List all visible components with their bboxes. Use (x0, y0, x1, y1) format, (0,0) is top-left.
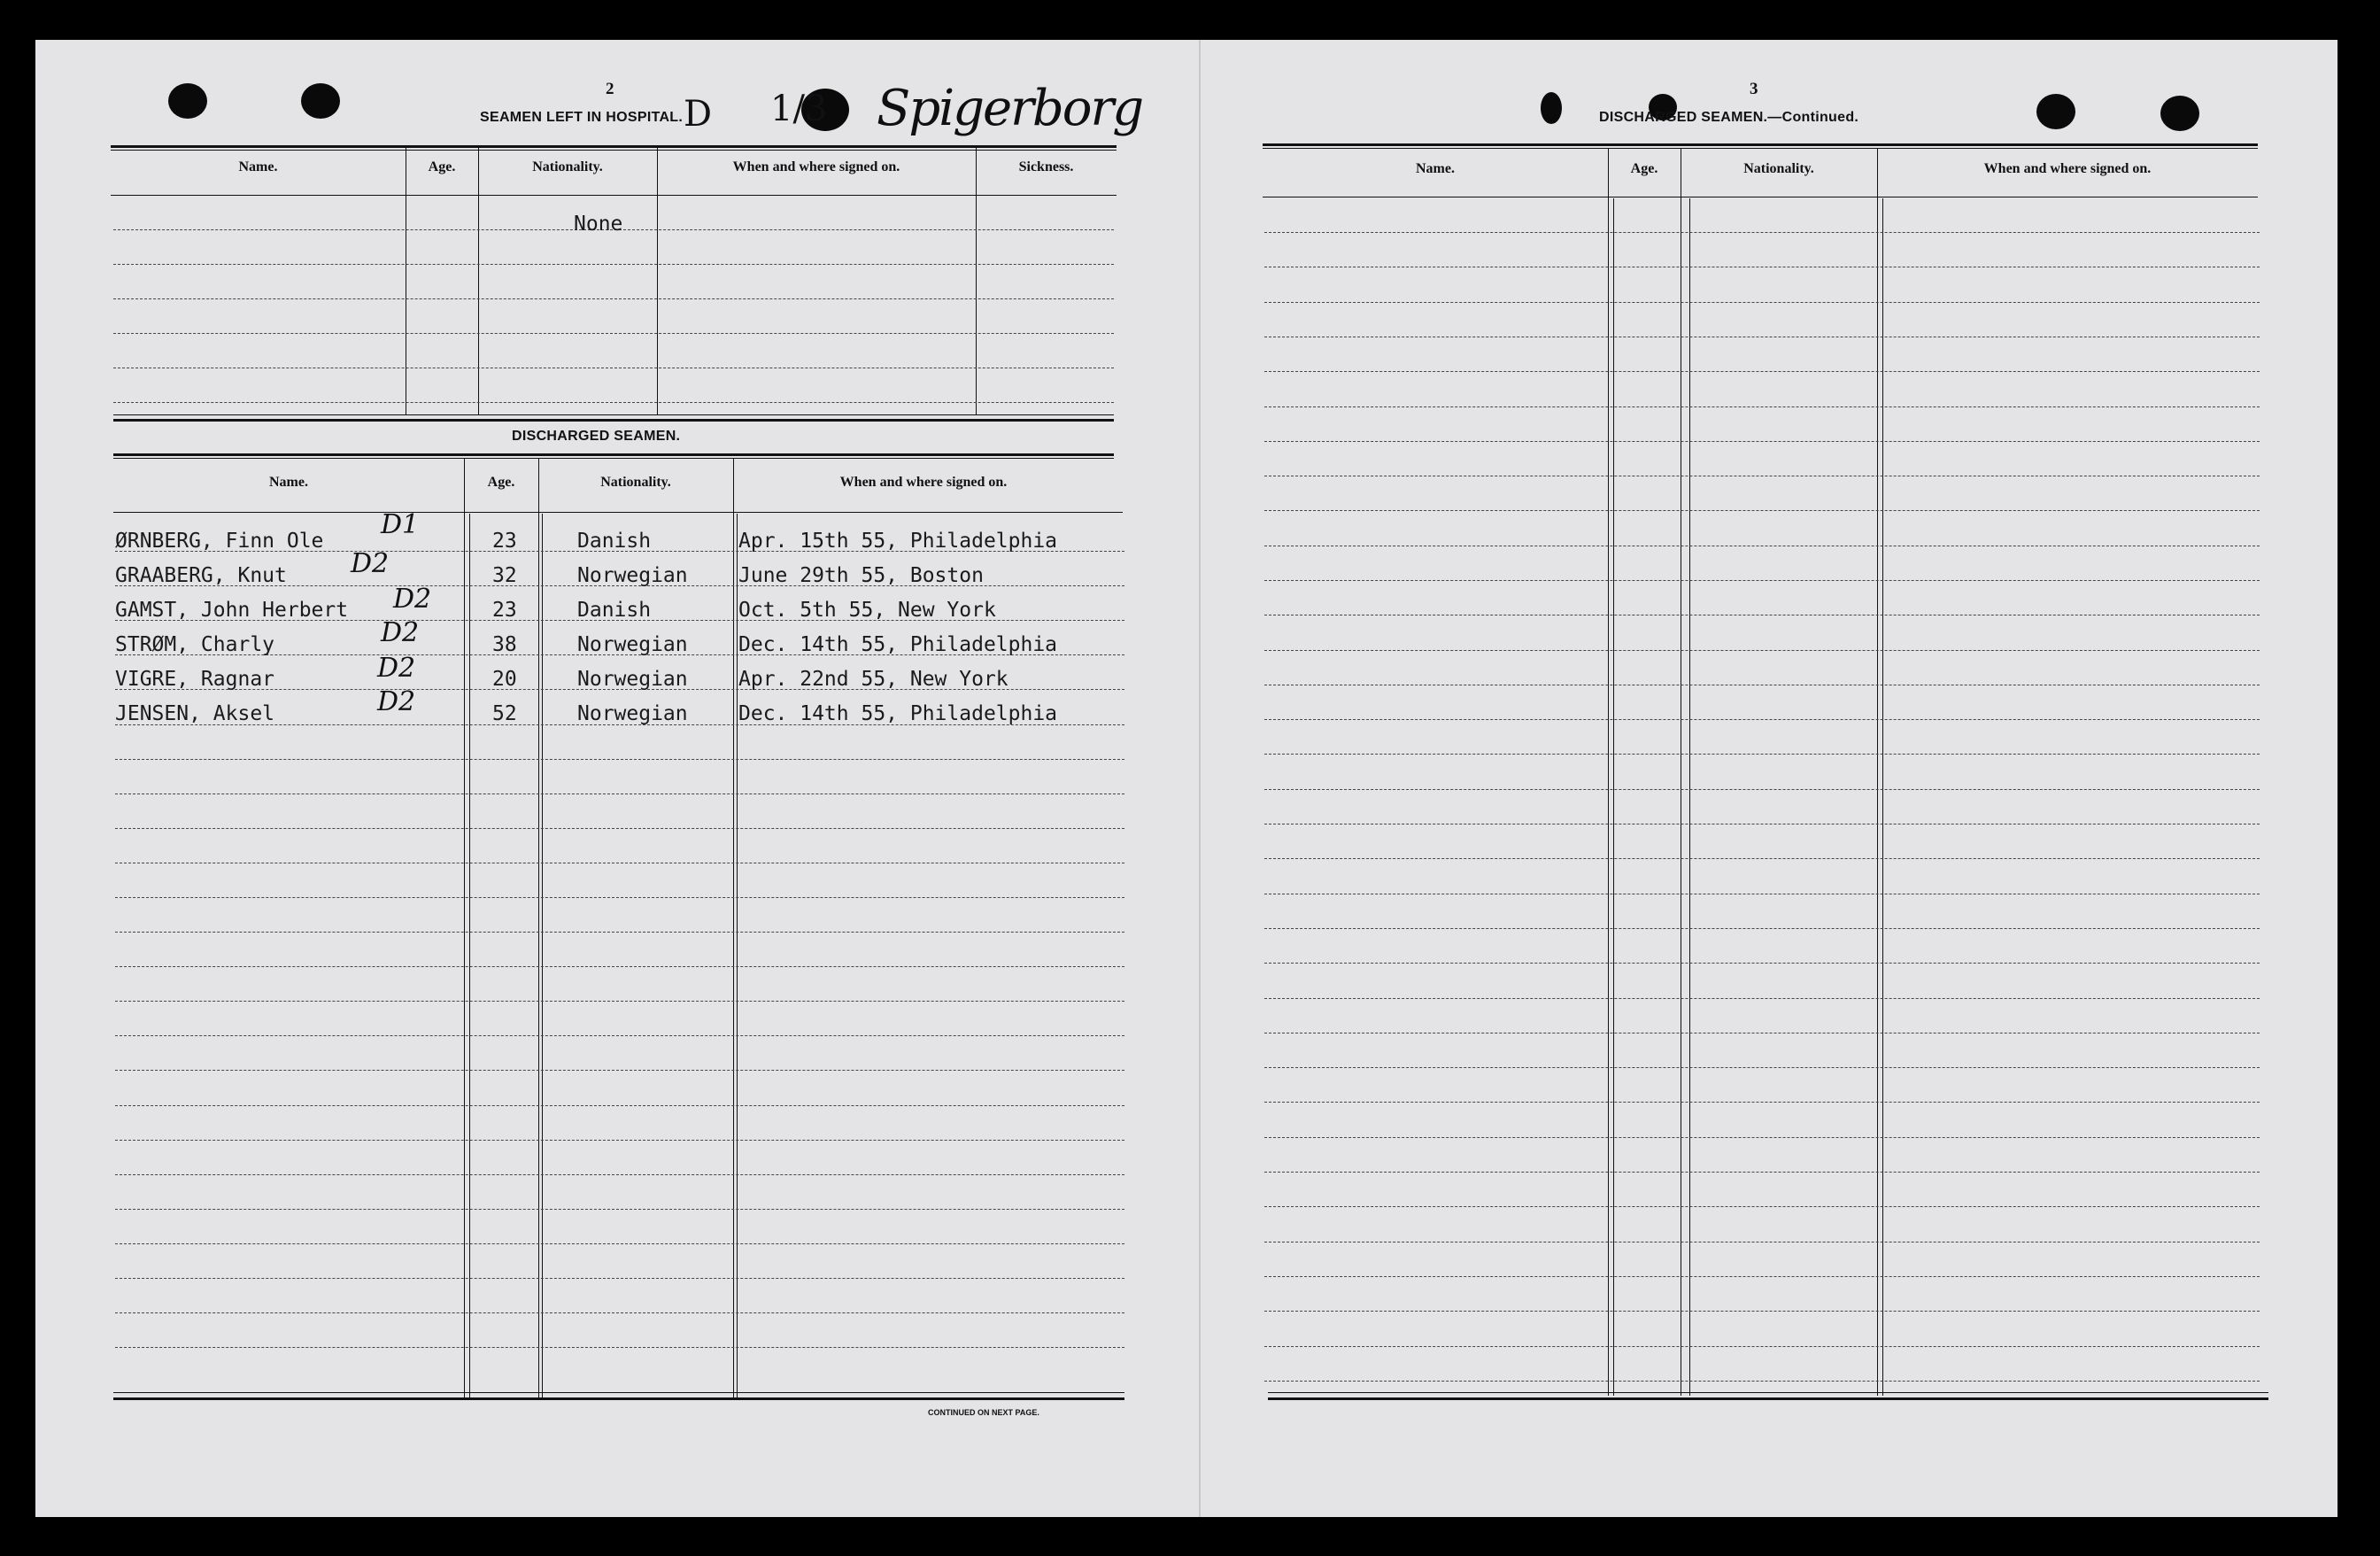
ruled-line (1264, 232, 2260, 233)
ruled-line (1264, 1311, 2260, 1312)
col-header-nationality: Nationality. (532, 159, 603, 174)
seaman-name: ØRNBERG, Finn Ole (115, 530, 324, 553)
seaman-signed-on: Apr. 22nd 55, New York (738, 668, 1008, 691)
hospital-entry: None (574, 213, 623, 236)
ruled-line (1264, 1102, 2260, 1103)
ruled-line (1264, 1276, 2260, 1277)
col-header-nationality: Nationality. (1743, 161, 1814, 176)
seaman-nationality: Norwegian (577, 702, 688, 725)
table-rule (1268, 1397, 2268, 1400)
ruled-line (113, 333, 1114, 334)
col-header-name: Name. (269, 475, 308, 490)
col-header-age: Age. (428, 159, 456, 174)
ruled-line (115, 759, 1124, 760)
signature: Spigerborg (877, 80, 1143, 137)
ruled-line (115, 1243, 1124, 1244)
table-rule (111, 150, 1117, 151)
table-rule (113, 1392, 1124, 1393)
ruled-line (115, 1001, 1124, 1002)
punch-hole (2160, 96, 2199, 131)
seaman-signed-on: Apr. 15th 55, Philadelphia (738, 530, 1058, 553)
handwritten-mark: D (684, 94, 713, 135)
seaman-signed-on: Oct. 5th 55, New York (738, 599, 996, 622)
column-divider (464, 459, 465, 1397)
seaman-nationality: Danish (577, 599, 652, 622)
page-fold (1199, 40, 1201, 1517)
column-divider (1882, 198, 1883, 1396)
seaman-nationality: Norwegian (577, 633, 688, 656)
col-header-name: Name. (238, 159, 278, 174)
column-divider (657, 147, 658, 414)
column-divider (542, 514, 543, 1397)
handwritten-mark: D2 (351, 548, 390, 579)
seaman-signed-on: Dec. 14th 55, Philadelphia (738, 702, 1058, 725)
ruled-line (1264, 963, 2260, 964)
ruled-line (1264, 858, 2260, 859)
handwritten-fraction: 1/3 (770, 89, 828, 129)
handwritten-mark: D1 (381, 509, 420, 540)
seaman-name: VIGRE, Ragnar (115, 668, 275, 691)
punch-hole (168, 83, 207, 119)
ruled-line (115, 1278, 1124, 1279)
ruled-line (113, 264, 1114, 265)
table-rule (111, 145, 1117, 148)
seaman-age: 52 (492, 702, 517, 725)
table-rule (1268, 1392, 2268, 1393)
column-divider (737, 514, 738, 1397)
ruled-line (1264, 650, 2260, 651)
seaman-age: 23 (492, 599, 517, 622)
ruled-line (1264, 789, 2260, 790)
handwritten-mark: D2 (381, 617, 420, 648)
ruled-line (115, 1312, 1124, 1313)
column-divider (733, 459, 734, 1397)
column-divider (478, 147, 479, 414)
ruled-line (1264, 1137, 2260, 1138)
seaman-signed-on: Dec. 14th 55, Philadelphia (738, 633, 1058, 656)
column-divider (976, 147, 977, 414)
column-divider (1613, 198, 1614, 1396)
ruled-line (1264, 754, 2260, 755)
seaman-age: 20 (492, 668, 517, 691)
seaman-name: JENSEN, Aksel (115, 702, 275, 725)
table-rule (1263, 148, 2258, 149)
ruled-line (115, 1035, 1124, 1036)
punch-hole (2036, 94, 2075, 129)
continued-note: CONTINUED ON NEXT PAGE. (928, 1408, 1039, 1417)
ruled-line (115, 932, 1124, 933)
ruled-line (1264, 928, 2260, 929)
ruled-line (1264, 580, 2260, 581)
table-rule (113, 458, 1114, 459)
ruled-line (1264, 1172, 2260, 1173)
seaman-age: 32 (492, 564, 517, 587)
document-paper (35, 40, 2338, 1517)
col-header-sickness: Sickness. (1018, 159, 1074, 174)
seaman-age: 23 (492, 530, 517, 553)
ruled-line (1264, 1346, 2260, 1347)
column-divider (538, 459, 539, 1397)
ruled-line (1264, 371, 2260, 372)
ruled-line (115, 1140, 1124, 1141)
ruled-line (1264, 998, 2260, 999)
col-header-signed-on: When and where signed on. (839, 475, 1008, 490)
col-header-nationality: Nationality. (600, 475, 671, 490)
col-header-signed-on: When and where signed on. (1983, 161, 2152, 176)
ruled-line (115, 793, 1124, 794)
ruled-line (1264, 302, 2260, 303)
punch-hole (1541, 92, 1562, 124)
table-rule (113, 512, 1123, 513)
handwritten-mark: D2 (377, 653, 416, 684)
ruled-line (1264, 1206, 2260, 1207)
handwritten-mark: D2 (377, 686, 416, 717)
discharged-continued-title: DISCHARGED SEAMEN.—Continued. (1599, 110, 1859, 125)
table-rule (111, 195, 1117, 196)
seaman-age: 38 (492, 633, 517, 656)
table-rule (113, 453, 1114, 456)
table-rule (113, 1397, 1124, 1400)
seaman-nationality: Norwegian (577, 668, 688, 691)
ruled-line (115, 1209, 1124, 1210)
ruled-line (115, 828, 1124, 829)
ruled-line (115, 897, 1124, 898)
table-rule (113, 414, 1114, 415)
col-header-signed-on: When and where signed on. (732, 159, 900, 174)
seaman-name: GRAABERG, Knut (115, 564, 287, 587)
ruled-line (115, 1174, 1124, 1175)
ruled-line (113, 402, 1114, 403)
seaman-signed-on: June 29th 55, Boston (738, 564, 984, 587)
seaman-name: STRØM, Charly (115, 633, 275, 656)
table-rule (113, 419, 1114, 422)
column-divider (469, 514, 470, 1397)
page-number: 2 (606, 80, 614, 98)
ruled-line (115, 1105, 1124, 1106)
seaman-nationality: Norwegian (577, 564, 688, 587)
seaman-name: GAMST, John Herbert (115, 599, 349, 622)
ruled-line (115, 966, 1124, 967)
handwritten-mark: D2 (393, 584, 432, 615)
col-header-name: Name. (1416, 161, 1455, 176)
col-header-age: Age. (487, 475, 515, 490)
ruled-line (1264, 1067, 2260, 1068)
ruled-line (115, 1070, 1124, 1071)
ruled-line (113, 298, 1114, 299)
punch-hole (301, 83, 340, 119)
page-number: 3 (1750, 80, 1758, 98)
seaman-nationality: Danish (577, 530, 652, 553)
ruled-line (115, 1347, 1124, 1348)
column-divider (1689, 198, 1690, 1396)
table-rule (1263, 143, 2258, 146)
col-header-age: Age. (1630, 161, 1658, 176)
hospital-section-title: SEAMEN LEFT IN HOSPITAL. (480, 110, 684, 125)
ruled-line (1264, 1381, 2260, 1382)
discharged-section-title: DISCHARGED SEAMEN. (512, 429, 681, 444)
ruled-line (1264, 406, 2260, 407)
ruled-line (1264, 441, 2260, 442)
ruled-line (1264, 510, 2260, 511)
ruled-line (1264, 719, 2260, 720)
